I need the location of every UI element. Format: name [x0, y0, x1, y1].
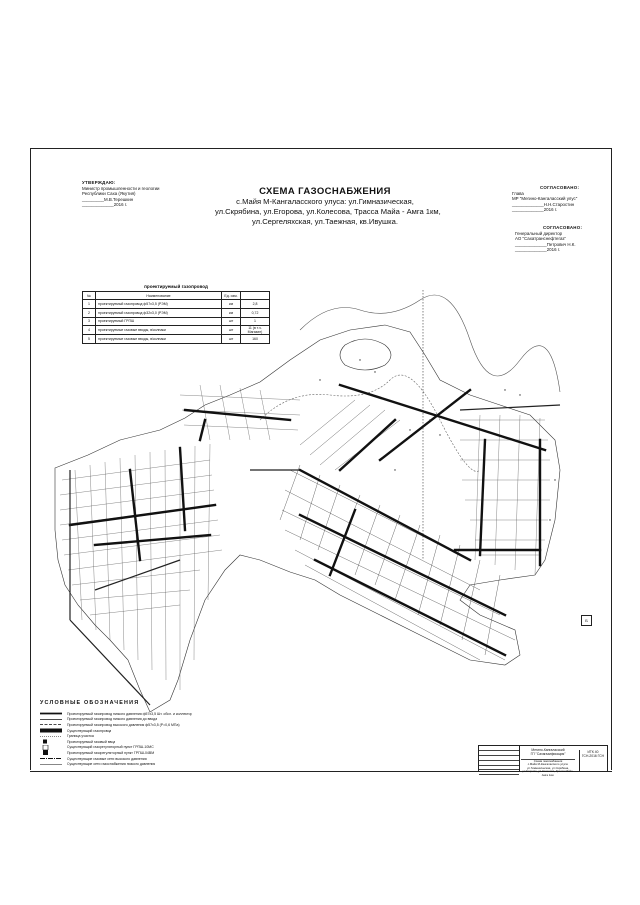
legend-label: Существующий газопровод [67, 728, 112, 733]
gas-entry-symbol [40, 739, 62, 744]
thin-line-symbol [40, 717, 62, 722]
projected-regulator-symbol [40, 750, 62, 755]
stamp-org-line: ГП "Сахагазификация" [530, 752, 566, 756]
title-stamp [478, 745, 608, 777]
agreement-block-company [515, 225, 607, 253]
stamp-document-title [521, 759, 575, 777]
table-cell: 160 [241, 335, 270, 344]
river-shore-2 [260, 375, 480, 471]
existing-regulator-symbol [40, 745, 62, 750]
thick-line-symbol [40, 711, 62, 716]
dashed-line-symbol [40, 722, 62, 727]
scheme-title-main: СХЕМА ГАЗОСНАБЖЕНИЯ [259, 186, 391, 197]
stamp-code-line: ИТК 40 [587, 750, 599, 754]
table-cell: 1 [241, 317, 270, 326]
table-cell: 2,8 [241, 300, 270, 309]
scheme-title-line: ул.Скрябина, ул.Егорова, ул.Колесова, Трасса Майа - Амга 1км, [215, 207, 441, 217]
approval-line: Республики Саха (Якутия) [82, 191, 136, 197]
legend-label: Существующие газовые сети высокого давления [67, 756, 147, 761]
agreement-line: МР "Мегино-Кангаласский улус" [512, 196, 578, 202]
legend-label: Проектируемый газопровод низкого давления ф57х3,5 Шт. обсл. и коллектор [67, 711, 193, 716]
table-header-row [83, 292, 270, 300]
table-caption: проектируемый газопровод [144, 284, 208, 289]
legend-item [40, 761, 210, 767]
table-row [83, 300, 270, 309]
table-cell: 3 [83, 317, 96, 326]
table-row [83, 335, 270, 344]
table-row [83, 326, 270, 335]
table-header-cell: Ед. изм. [222, 292, 241, 300]
legend-label: Проектируемый газопровод низкого давления до ввода [67, 717, 158, 722]
pipeline-summary-table [82, 284, 270, 344]
agreement-line: _____________2016 г. [515, 247, 561, 253]
table-cell: шт [222, 335, 241, 344]
sheet-marker-box: Б [581, 615, 592, 626]
table-header-cell: № [83, 292, 96, 300]
table-cell: 2 [83, 308, 96, 317]
scheme-title [215, 186, 441, 228]
table-cell: проектируемый ГРПШ [96, 317, 222, 326]
agreement-line: _____________Петрович Н.К. [515, 241, 576, 247]
approval-line: _________М.В.Терешкин [82, 196, 134, 202]
table-row [83, 308, 270, 317]
agreement-line: _____________Н.Н.Старостин [512, 201, 575, 207]
agreement-line: _____________2016 г. [512, 207, 558, 213]
stamp-doc-line: с.Майя М-Кангаласского улуса: ул.Гимназическая, ул.Скрябина, [527, 762, 569, 770]
table-cell: 0,72 [241, 308, 270, 317]
table-header-cell: Наименование [96, 292, 222, 300]
table-cell: 5 [83, 335, 96, 344]
agreement-heading: СОГЛАСОВАНО: [540, 185, 580, 190]
table-cell: проектируемые газовые вводы, в/колпаки [96, 326, 222, 335]
stamp-code-line: ГСН-2016 ГСН [581, 754, 605, 759]
agreement-line: АО "Сахатранснефтегаз" [515, 236, 566, 242]
table-row [83, 317, 270, 326]
table-cell: км [222, 308, 241, 317]
scheme-title-line: ул.Сергеляхская, ул.Таежная, кв.Ивушка. [252, 217, 398, 227]
table-cell: км [222, 300, 241, 309]
filled-bar-symbol [40, 728, 62, 733]
map-legend [40, 700, 210, 767]
agreement-line: Глава [512, 190, 524, 196]
legend-label: Проектируемый газовый ввод [67, 739, 116, 744]
approval-heading: УТВЕРЖДАЮ: [82, 180, 116, 185]
table-cell: проектируемые газовые вводы, в/колпаки [96, 335, 222, 344]
stamp-org-line: Мегино-Кангаласский [531, 748, 565, 752]
approval-block [82, 180, 192, 208]
stamp-signature-grid [479, 746, 520, 771]
stamp-project-code [579, 750, 606, 771]
table-cell: 11 (в т.ч. Магазин) [241, 326, 270, 335]
approval-line: _____________2016 г. [82, 202, 128, 208]
table-cell: 1 [83, 300, 96, 309]
lp-network-symbol [40, 762, 62, 767]
legend-label: Проектируемый газопровод высокого давления ф57х3,5 (Р=0,6 МПа) [67, 722, 180, 727]
table-header-cell [241, 292, 270, 300]
table-cell: шт [222, 317, 241, 326]
approval-line: Министр промышленности и геологии [82, 185, 160, 191]
agreement-heading: СОГЛАСОВАНО: [543, 225, 583, 230]
legend-label: Существующие сети газоснабжения низкого давления [67, 762, 156, 767]
table-cell: шт [222, 326, 241, 335]
stamp-doc-line: ул.Егорова, ул.Колесова, Трасса Майа-Амга 1км. [522, 769, 574, 777]
legend-title: УСЛОВНЫЕ ОБОЗНАЧЕНИЯ [40, 700, 140, 706]
boundary-symbol [40, 734, 62, 739]
table-cell: проектируемый газопровод ф32х3,0 (РЭМ) [96, 308, 222, 317]
agreement-block-district [512, 185, 606, 213]
hp-network-symbol [40, 756, 62, 761]
stamp-doc-line: Схема газоснабжения [533, 759, 563, 763]
legend-label: Проектируемый газорегуляторный пункт ГРПШ-04ВМ [67, 750, 155, 755]
river-shore [300, 295, 560, 392]
table-cell: проектируемый газопровод ф57х3,5 (РЭМ) [96, 300, 222, 309]
legend-label: Существующий газорегуляторный пункт ГРПШ-10МС [67, 745, 154, 750]
agreement-line: Генеральный директор [515, 230, 563, 236]
legend-label: Граница участка [67, 734, 94, 739]
table-cell: 4 [83, 326, 96, 335]
lake [340, 339, 391, 370]
stamp-organization [521, 748, 575, 756]
stamp-row [479, 770, 519, 775]
scheme-title-line: с.Майя М-Кангаласского улуса: ул.Гимназическая, [236, 197, 414, 206]
